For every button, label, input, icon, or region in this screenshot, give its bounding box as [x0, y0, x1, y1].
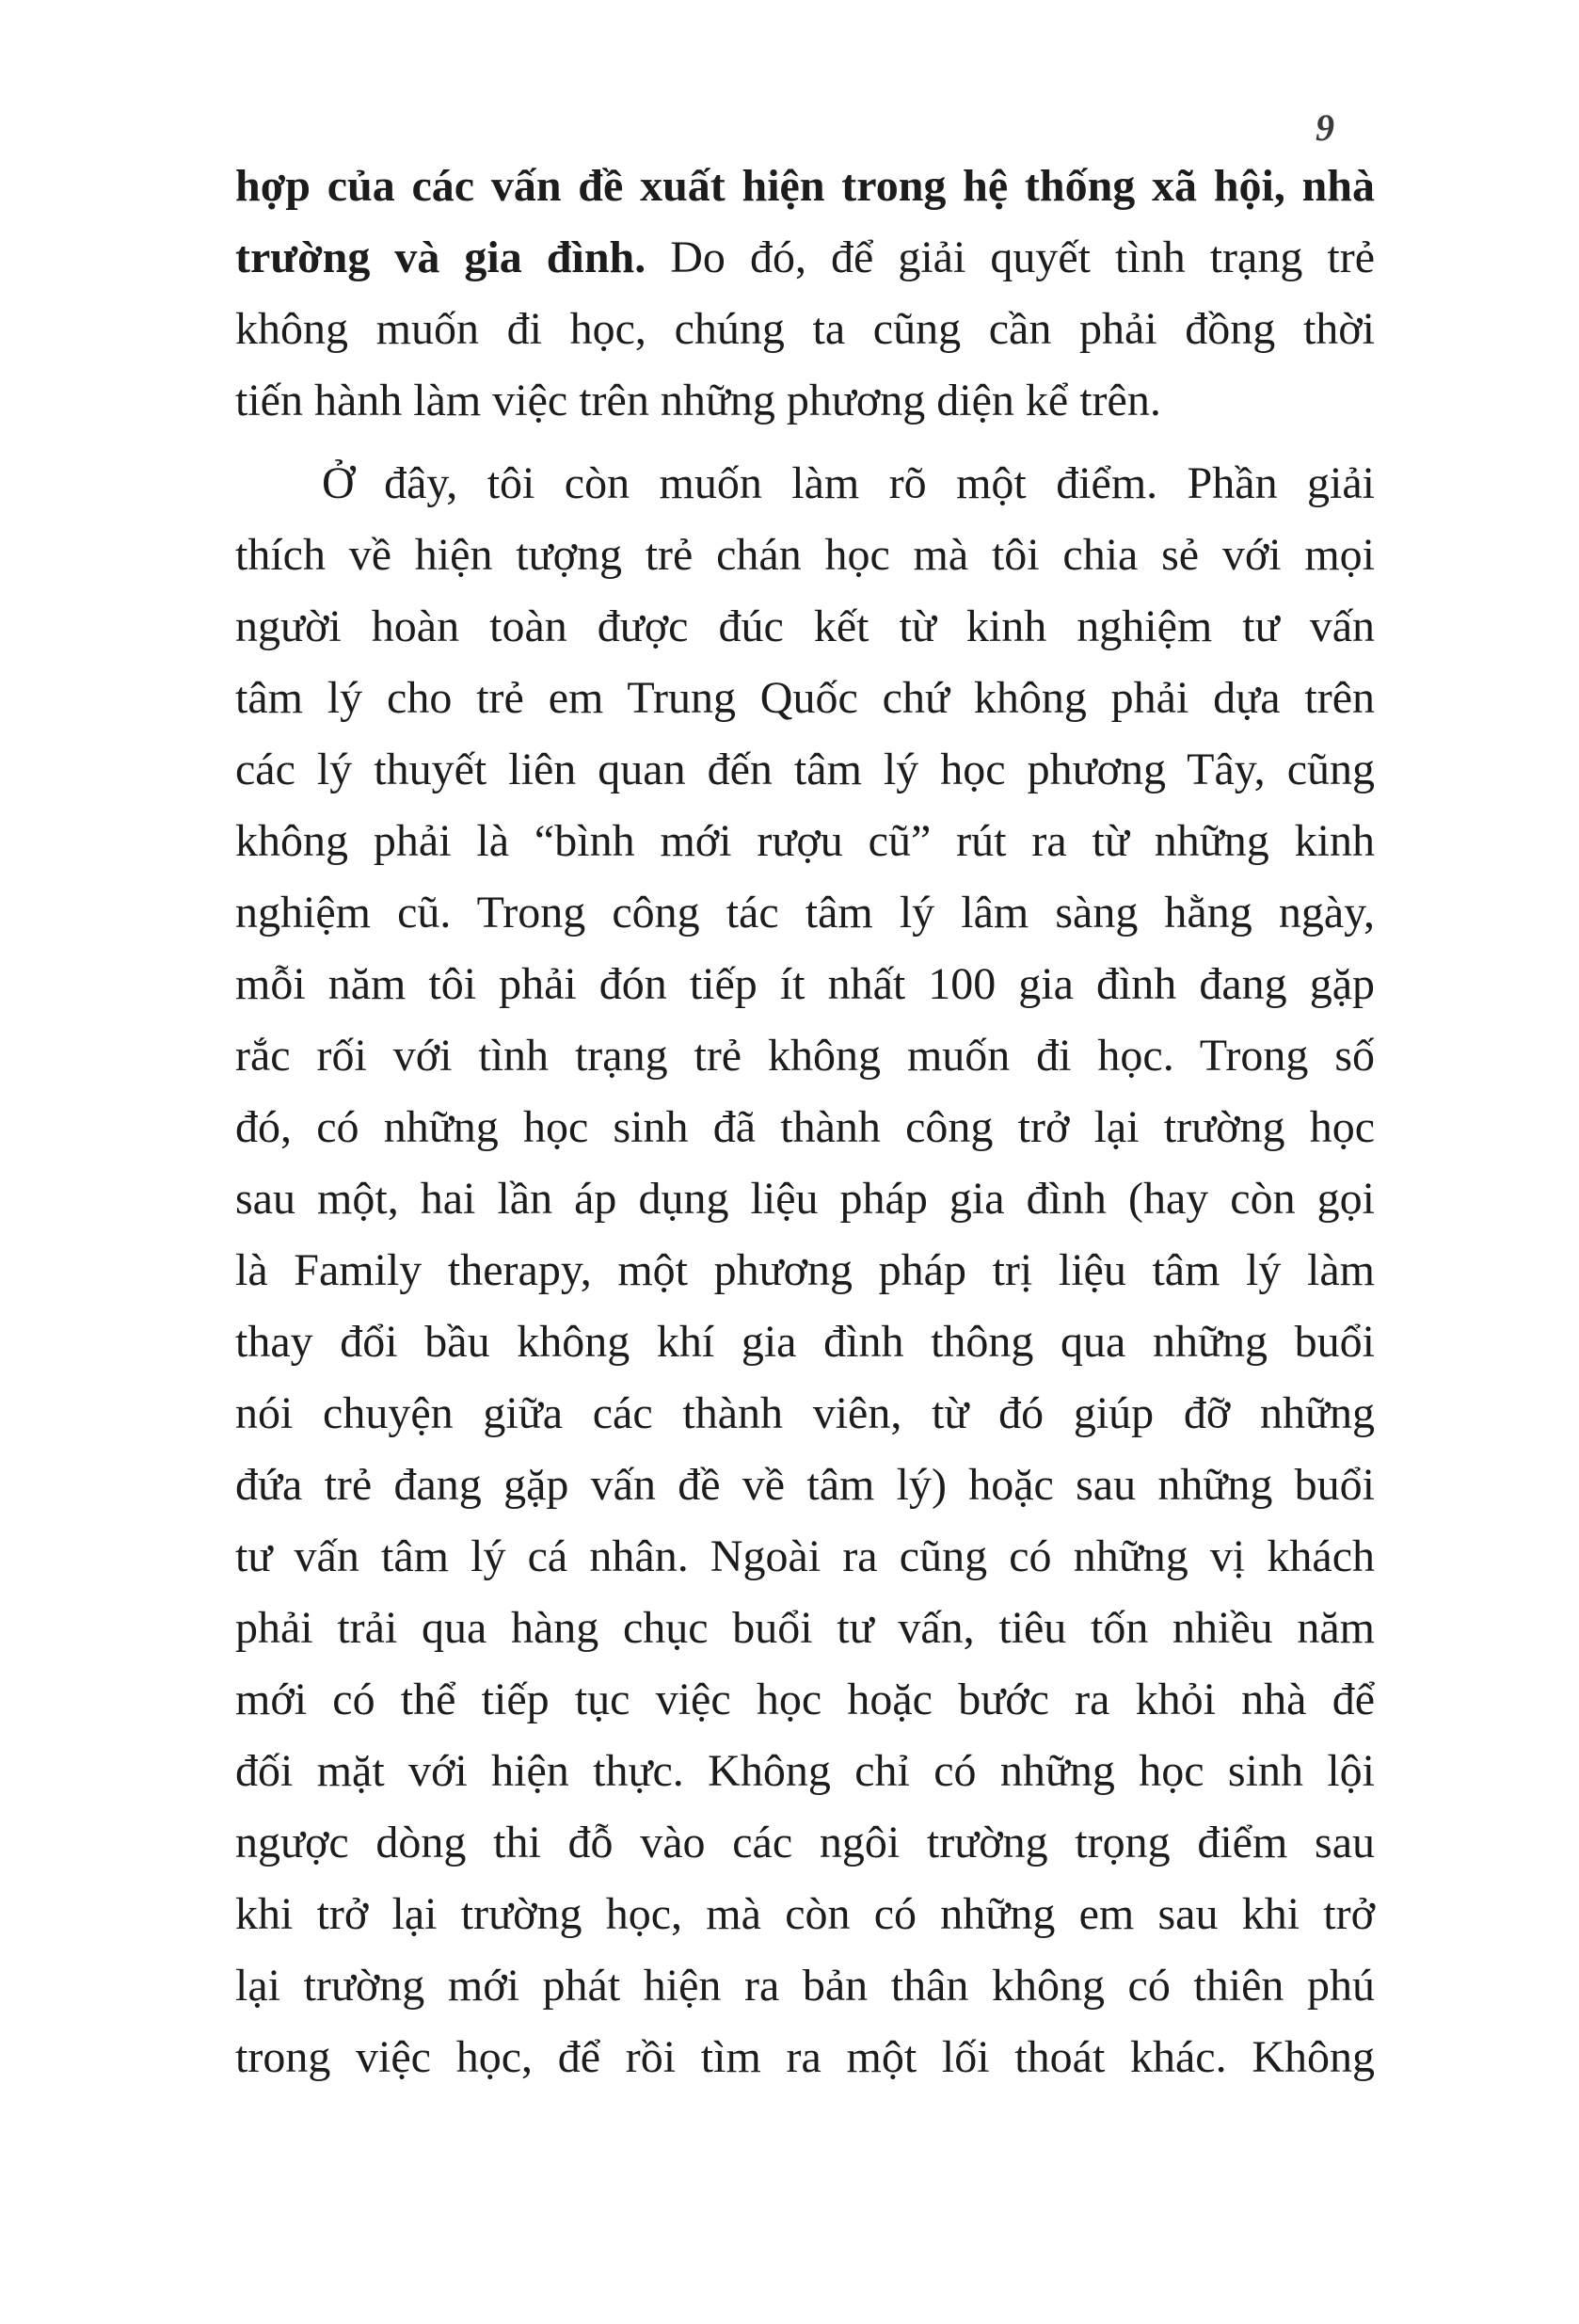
text-segment: không muốn đi học, chúng ta cũng cần phải đồng thời	[235, 304, 1375, 354]
text-segment: phải trải qua hàng chục buổi tư vấn, tiêu tốn nhiều năm	[235, 1603, 1375, 1653]
text-segment: khi trở lại trường học, mà còn có những em sau khi trở	[235, 1889, 1375, 1939]
text-line	[235, 1807, 1375, 1879]
text-line	[235, 151, 1375, 222]
text-line	[235, 591, 1375, 663]
text-segment: sau một, hai lần áp dụng liệu pháp gia đình (hay còn gọi	[235, 1174, 1375, 1224]
paragraph	[235, 151, 1375, 437]
text-line	[235, 1593, 1375, 1664]
text-segment: nghiệm cũ. Trong công tác tâm lý lâm sàng hằng ngày,	[235, 888, 1375, 938]
text-line	[235, 1950, 1375, 2022]
text-segment: thích về hiện tượng trẻ chán học mà tôi chia sẻ với mọi	[235, 530, 1375, 580]
text-segment: rắc rối với tình trạng trẻ không muốn đi học. Trong số	[235, 1031, 1375, 1081]
text-line	[235, 294, 1375, 365]
text-segment: nói chuyện giữa các thành viên, từ đó giúp đỡ những	[235, 1388, 1375, 1438]
text-line	[235, 1450, 1375, 1521]
text-segment: thay đổi bầu không khí gia đình thông qua những buổi	[235, 1317, 1375, 1367]
text-line	[235, 949, 1375, 1020]
text-segment: không phải là “bình mới rượu cũ” rút ra từ những kinh	[235, 816, 1375, 866]
text-line	[235, 1163, 1375, 1235]
text-segment: đó, có những học sinh đã thành công trở lại trường học	[235, 1102, 1375, 1152]
text-segment: Do đó, để giải quyết tình trạng trẻ	[646, 232, 1376, 282]
text-segment: trường và gia đình.	[235, 232, 646, 282]
text-segment: mới có thể tiếp tục việc học hoặc bước ra khỏi nhà để	[235, 1675, 1375, 1724]
text-segment: hợp của các vấn đề xuất hiện trong hệ thống xã hội, nhà	[235, 161, 1375, 211]
text-line	[235, 806, 1375, 877]
page-number: 9	[1316, 106, 1334, 149]
text-line	[235, 1736, 1375, 1807]
text-line	[235, 1378, 1375, 1450]
text-segment: đứa trẻ đang gặp vấn đề về tâm lý) hoặc sau những buổi	[235, 1460, 1375, 1510]
text-line	[235, 877, 1375, 949]
text-segment: trong việc học, để rồi tìm ra một lối thoát khác. Không	[235, 2032, 1375, 2082]
text-line	[235, 1306, 1375, 1378]
text-segment: người hoàn toàn được đúc kết từ kinh nghiệm tư vấn	[235, 601, 1375, 651]
text-line	[235, 448, 1375, 520]
text-block	[235, 151, 1375, 2093]
text-segment: đối mặt với hiện thực. Không chỉ có những học sinh lội	[235, 1746, 1375, 1796]
text-line	[235, 663, 1375, 734]
text-line	[235, 1020, 1375, 1092]
text-segment: tư vấn tâm lý cá nhân. Ngoài ra cũng có những vị khách	[235, 1531, 1375, 1581]
text-line	[235, 1664, 1375, 1736]
text-line	[235, 222, 1375, 294]
text-segment: lại trường mới phát hiện ra bản thân không có thiên phú	[235, 1961, 1375, 2011]
text-segment: mỗi năm tôi phải đón tiếp ít nhất 100 gia đình đang gặp	[235, 959, 1375, 1009]
paragraph	[235, 448, 1375, 2093]
text-segment: là Family therapy, một phương pháp trị liệu tâm lý làm	[235, 1245, 1375, 1295]
text-line	[235, 1521, 1375, 1593]
text-line	[235, 1879, 1375, 1950]
text-line	[235, 365, 1375, 437]
text-segment: tâm lý cho trẻ em Trung Quốc chứ không phải dựa trên	[235, 673, 1375, 723]
text-line	[235, 2022, 1375, 2093]
text-line	[235, 520, 1375, 591]
text-segment: các lý thuyết liên quan đến tâm lý học phương Tây, cũng	[235, 745, 1375, 794]
text-line	[235, 1235, 1375, 1306]
text-segment: tiến hành làm việc trên những phương diện kể trên.	[235, 376, 1161, 425]
text-line	[235, 1092, 1375, 1163]
text-line	[235, 734, 1375, 806]
text-segment: ngược dòng thi đỗ vào các ngôi trường trọng điểm sau	[235, 1818, 1375, 1867]
text-segment: Ở đây, tôi còn muốn làm rõ một điểm. Phần giải	[322, 458, 1375, 508]
